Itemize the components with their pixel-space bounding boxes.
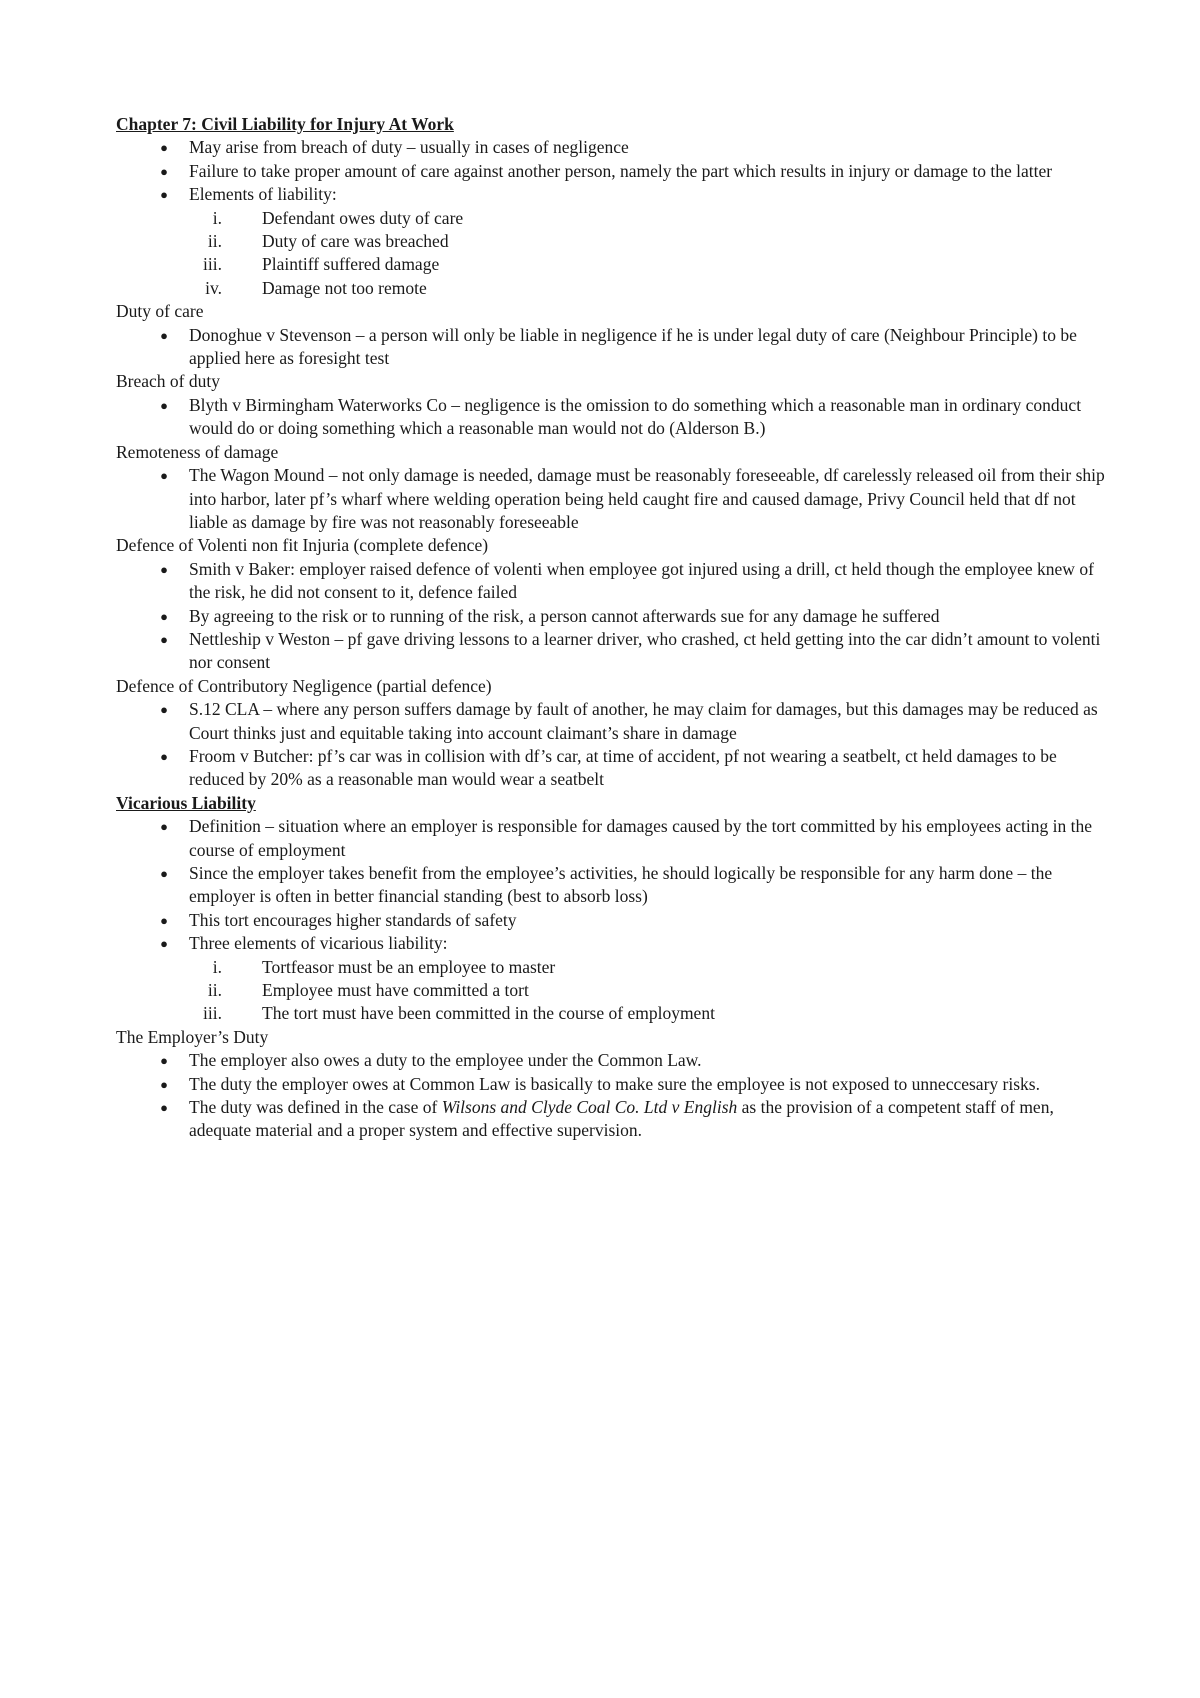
list-item: ● The Wagon Mound – not only damage is needed, damage must be reasonably foreseeable, df carelessly released oil from their ship into harbor, later pf’s wharf where welding operation being held caught fire and caused damage, Privy Council held that df not liable as damage by fire was not reasonably foreseeable: [116, 464, 1116, 534]
list-item: ● This tort encourages higher standards of safety: [116, 909, 1116, 932]
list-item: ● May arise from breach of duty – usually in cases of negligence: [116, 136, 1116, 159]
list-item: ● Failure to take proper amount of care against another person, namely the part which results in injury or damage to the latter: [116, 160, 1116, 183]
list-item: ● By agreeing to the risk or to running of the risk, a person cannot afterwards sue for any damage he suffered: [116, 605, 1116, 628]
employers-duty-list: [116, 1049, 1116, 1143]
vicarious-list: [116, 815, 1116, 955]
section-heading-duty-of-care: Duty of care: [116, 301, 204, 322]
list-item: ● Smith v Baker: employer raised defence of volenti when employee got injured using a drill, ct held though the employee knew of the risk, he did not consent to it, defence failed: [116, 558, 1116, 605]
bullet-icon: ●: [160, 631, 168, 647]
breach-of-duty-list: [116, 394, 1116, 441]
section-heading-volenti: Defence of Volenti non fit Injuria (complete defence): [116, 535, 489, 556]
bullet-icon: ●: [160, 327, 168, 343]
bullet-icon: ●: [160, 187, 168, 203]
bullet-icon: ●: [160, 1076, 168, 1092]
list-item: ● Blyth v Birmingham Waterworks Co – negligence is the omission to do something which a reasonable man in ordinary conduct would do or doing something which a reasonable man would not do (Alderson B.): [116, 394, 1116, 441]
list-item: ● Froom v Butcher: pf’s car was in collision with df’s car, at time of accident, pf not wearing a seatbelt, ct held damages to be reduced by 20% as a reasonable man would wear a seatbelt: [116, 745, 1116, 792]
list-item: ii. Employee must have committed a tort: [207, 980, 529, 1001]
bullet-icon: ●: [160, 866, 168, 881]
bullet-icon: ●: [160, 819, 168, 835]
bullet-icon: ●: [160, 608, 168, 624]
list-item: ● S.12 CLA – where any person suffers damage by fault of another, he may claim for damages, but this damages may be reduced as Court thinks just and equitable taking into account claimant’s share in damage: [116, 698, 1116, 745]
document-page: [116, 113, 1116, 1143]
list-item: iii. Plaintiff suffered damage: [203, 254, 440, 275]
vicarious-elements-list: [116, 956, 1116, 1026]
bullet-icon: ●: [160, 163, 168, 179]
bullet-icon: ●: [160, 748, 168, 764]
list-item: ● Three elements of vicarious liability:: [116, 932, 1116, 955]
section-heading-contributory: Defence of Contributory Negligence (partial defence): [116, 675, 492, 696]
page-title: Chapter 7: Civil Liability for Injury At Work: [116, 114, 454, 134]
case-name: Wilsons and Clyde Coal Co. Ltd v English: [441, 1097, 738, 1118]
list-item: ● Nettleship v Weston – pf gave driving lessons to a learner driver, who crashed, ct held getting into the car didn’t amount to volenti nor consent: [116, 628, 1116, 675]
list-item: iv. Damage not too remote: [205, 277, 427, 298]
remoteness-list: [116, 464, 1116, 534]
bullet-icon: ●: [160, 912, 168, 928]
list-item: ● The employer also owes a duty to the employee under the Common Law.: [116, 1049, 1116, 1072]
bullet-icon: ●: [160, 397, 168, 413]
bullet-icon: ●: [160, 1100, 168, 1116]
bullet-icon: ●: [160, 468, 168, 484]
duty-of-care-list: [116, 324, 1116, 371]
list-item: ● Donoghue v Stevenson – a person will only be liable in negligence if he is under legal duty of care (Neighbour Principle) to be applied here as foresight test: [116, 324, 1116, 371]
bullet-icon: ●: [160, 936, 168, 952]
section-heading-remoteness: Remoteness of damage: [116, 441, 279, 462]
section-heading-breach-of-duty: Breach of duty: [116, 371, 220, 392]
liability-elements-list: [116, 207, 1116, 301]
contributory-list: [116, 698, 1116, 792]
bullet-icon: ●: [160, 140, 168, 156]
intro-bullet-list: [116, 136, 1116, 206]
list-item: ii. Duty of care was breached: [207, 231, 449, 252]
bullet-icon: ●: [160, 561, 168, 577]
list-item: ● Definition – situation where an employer is responsible for damages caused by the tort committed by his employees acting in the course of employment: [116, 815, 1116, 862]
section-heading-vicarious: Vicarious Liability: [116, 792, 256, 813]
bullet-icon: ●: [160, 702, 168, 718]
bullet-icon: ●: [160, 1053, 168, 1069]
list-item: ● The duty was defined in the case of Wilsons and Clyde Coal Co. Ltd v English as the provision of a competent staff of men, adequate material and a proper system and effective supervision.: [116, 1096, 1116, 1143]
list-item: ● Since the employer takes benefit from the employee’s activities, he should logically be responsible for any harm done – the employer is often in better financial standing (best to absorb loss): [116, 862, 1116, 909]
volenti-list: [116, 558, 1116, 675]
list-item: i. Tortfeasor must be an employee to master: [212, 956, 556, 977]
list-item: ● Elements of liability:: [116, 183, 1116, 206]
list-item: ● The duty the employer owes at Common Law is basically to make sure the employee is not exposed to unneccesary risks.: [116, 1073, 1116, 1096]
section-heading-employers-duty: The Employer’s Duty: [116, 1026, 269, 1047]
list-item: i. Defendant owes duty of care: [212, 207, 464, 228]
list-item: iii. The tort must have been committed in the course of employment: [203, 1003, 715, 1024]
